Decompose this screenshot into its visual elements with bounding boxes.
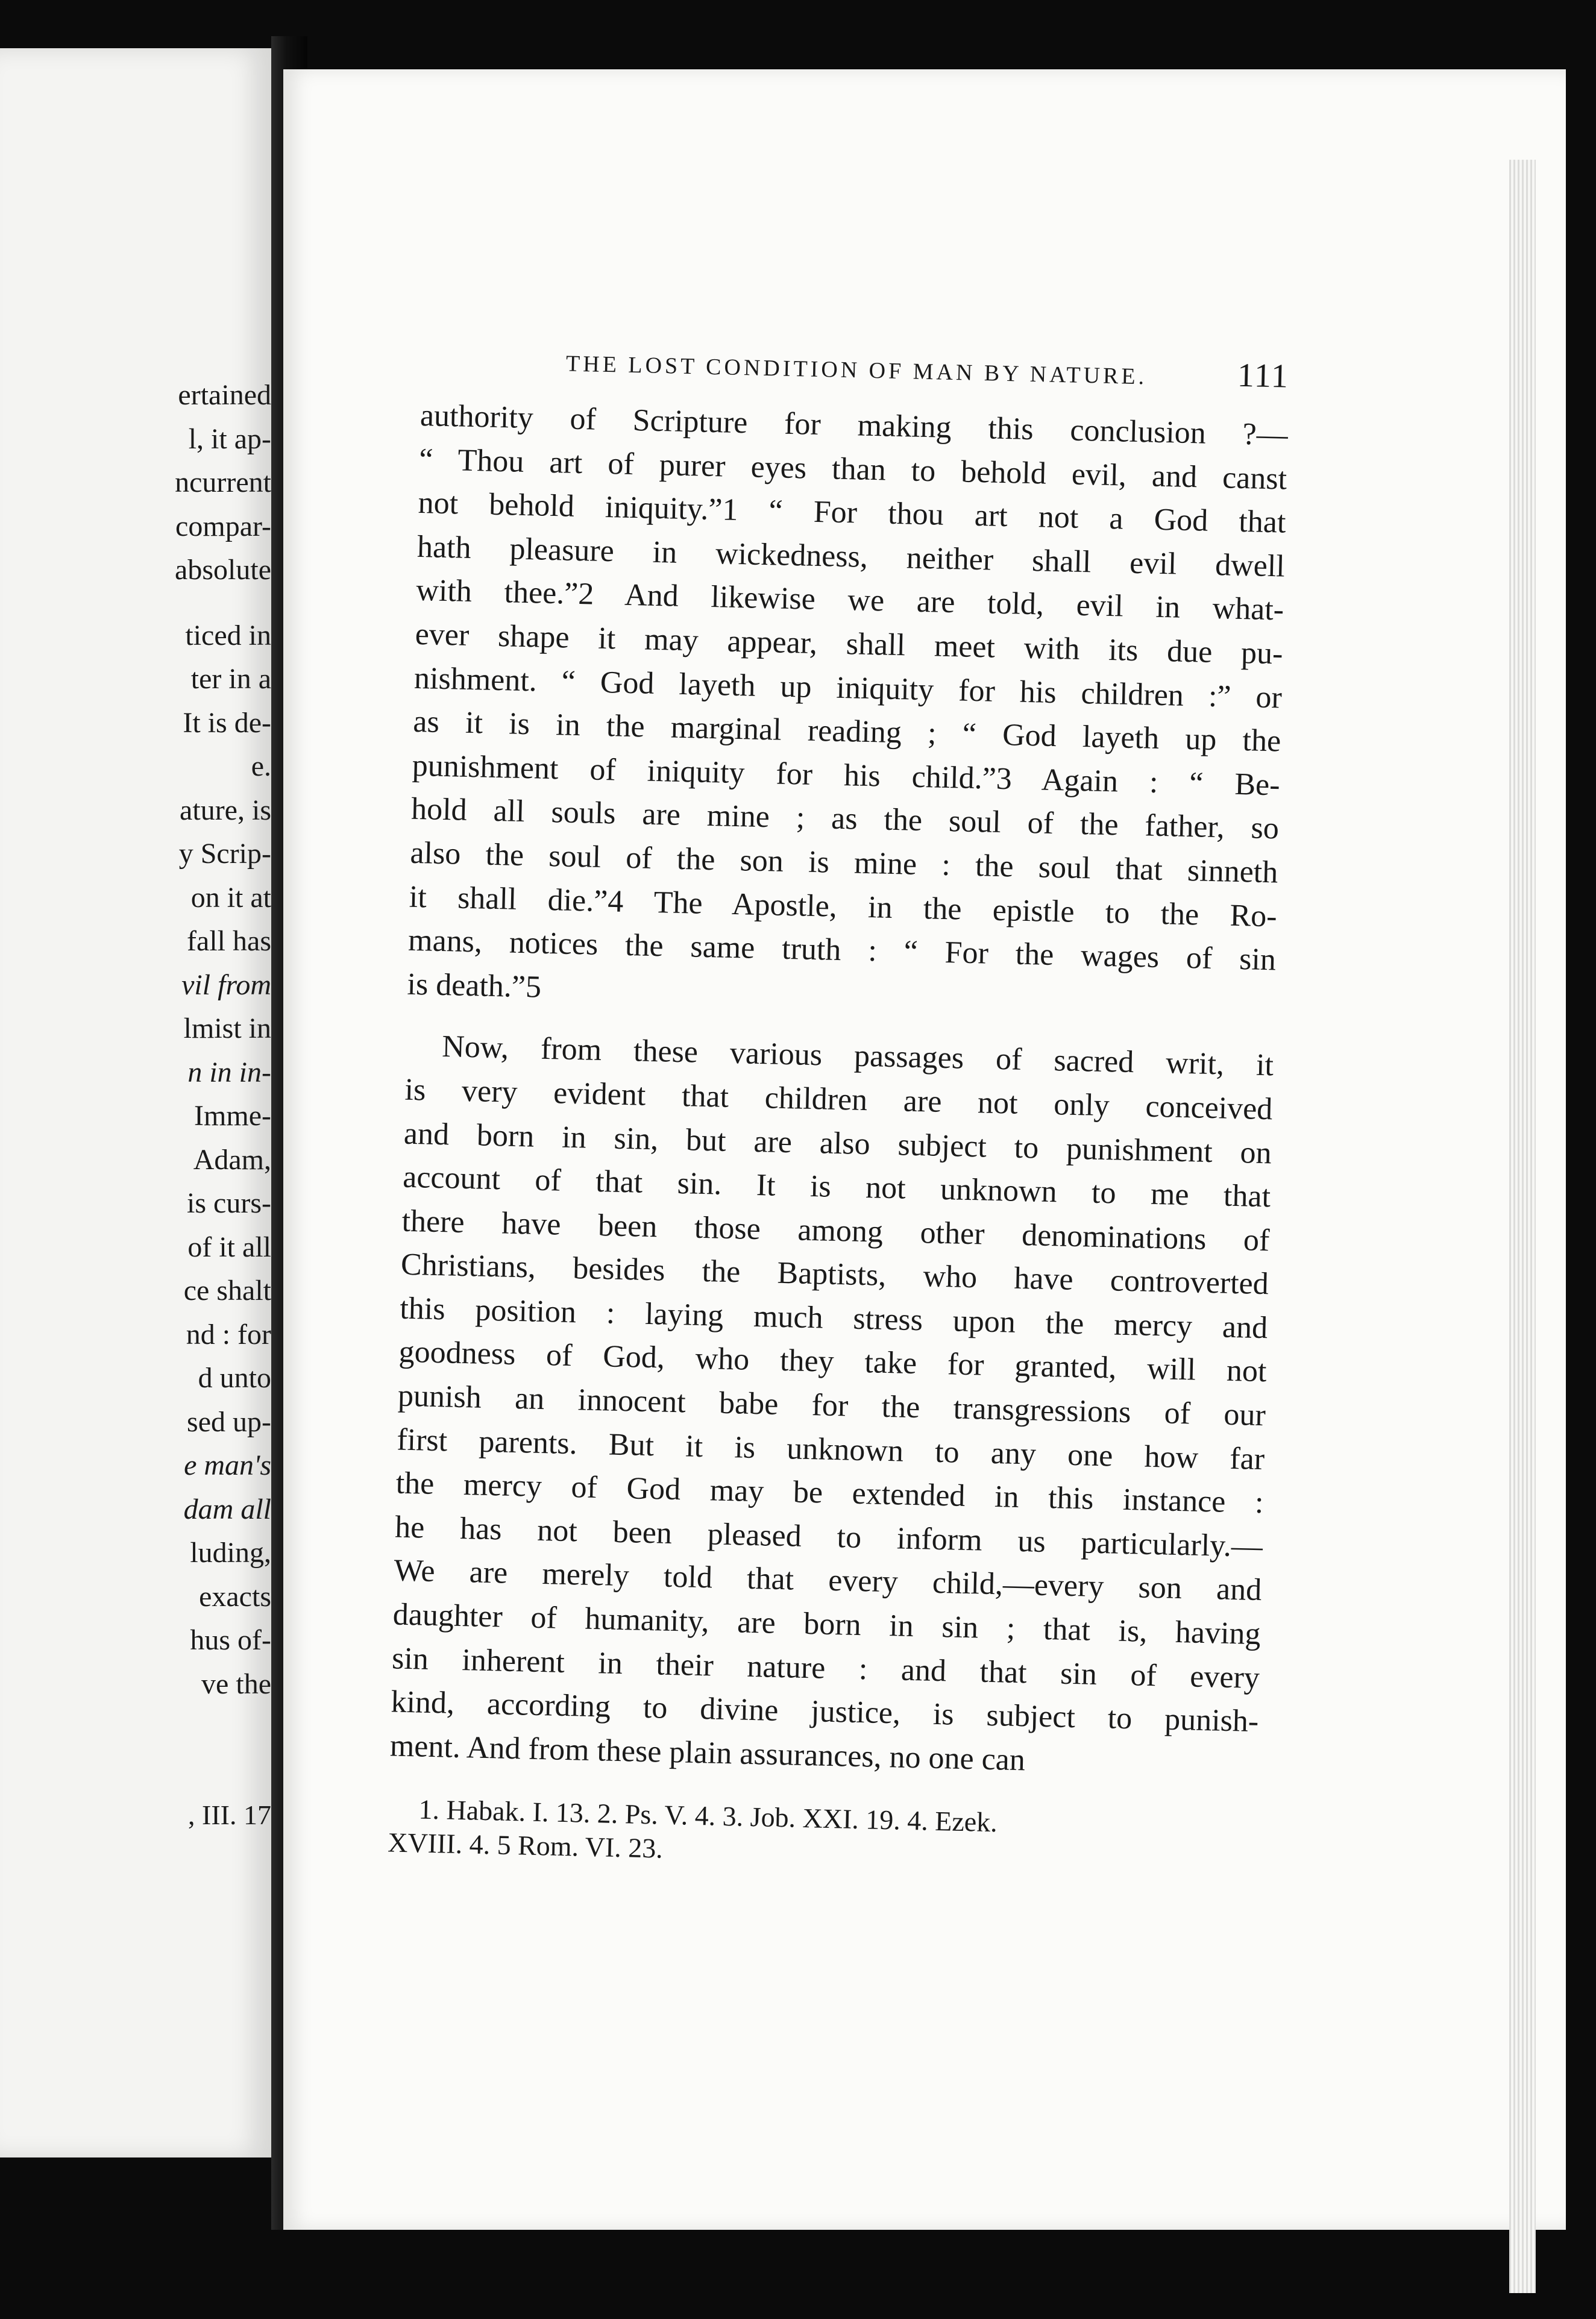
paragraph	[389, 1025, 1274, 1787]
page-edges	[1509, 160, 1536, 2293]
left-page-line: sed up-	[187, 1405, 271, 1438]
text-line: it shall die.”4 The Apostle, in the epistle to the Ro-	[409, 879, 1278, 934]
text-line: is death.”5	[407, 967, 542, 1005]
text-line: sin inherent in their nature : and that sin of every	[391, 1641, 1260, 1695]
text-line: goodness of God, who they take for granted, will not	[398, 1335, 1268, 1389]
text-line: nishment. “ God layeth up iniquity for his children :” or	[413, 661, 1283, 715]
left-page-line: ve the	[201, 1668, 271, 1700]
left-page-line: e man's	[184, 1449, 271, 1481]
text-line: “ Thou art of purer eyes than to behold evil, and canst	[418, 442, 1287, 497]
text-line: is very evident that children are not only conceived	[404, 1072, 1273, 1127]
left-page-line: ature, is	[180, 794, 271, 826]
text-line: account of that sin. It is not unknown to me that	[402, 1160, 1271, 1214]
text-line: mans, notices the same truth : “ For the wages of sin	[407, 923, 1277, 977]
text-line: punish an innocent babe for the transgressions of our	[397, 1378, 1266, 1433]
text-line: and born in sin, but are also subject to punishment on	[403, 1116, 1272, 1170]
text-line: ever shape it may appear, shall meet with its due pu-	[415, 617, 1284, 671]
left-page-line: ter in a	[190, 663, 271, 695]
left-page-line	[12, 592, 271, 614]
text-line: the mercy of God may be extended in this instance :	[395, 1466, 1265, 1520]
left-page-text	[12, 374, 271, 1706]
left-page-line: ncurrent	[175, 466, 271, 498]
left-page-line: compar-	[175, 510, 271, 542]
left-page-line: hus of-	[190, 1624, 271, 1656]
left-page-footnote: , III. 17	[188, 1800, 271, 1830]
left-page-line: e.	[251, 750, 271, 782]
text-line: hold all souls are mine ; as the soul of the father, so	[410, 792, 1280, 846]
text-line: authority of Scripture for making this conclusion ?—	[419, 398, 1289, 453]
left-page-line: nd : for	[186, 1318, 271, 1351]
paragraph	[407, 394, 1289, 1026]
text-line: this position : laying much stress upon the mercy and	[399, 1291, 1268, 1346]
running-head-title: THE LOST CONDITION OF MAN BY NATURE.	[565, 351, 1148, 390]
left-page-line: exacts	[199, 1580, 271, 1613]
left-page-line: lmist in	[183, 1012, 271, 1044]
text-line: We are merely told that every child,—every son and	[393, 1553, 1262, 1608]
text-line: there have been those among other denominations of	[401, 1203, 1271, 1258]
text-line: punishment of iniquity for his child.”3 Again : “ Be-	[412, 748, 1281, 803]
text-line: hath pleasure in wickedness, neither shall evil dwell	[416, 529, 1286, 584]
left-page-line: n in in-	[187, 1056, 271, 1088]
left-page-line: on it at	[190, 881, 271, 914]
left-page-line: l, it ap-	[188, 422, 271, 455]
footnote-line: 1. Habak. I. 13. 2. Ps. V. 4. 3. Job. XXI. 19. 4. Ezek.	[418, 1793, 998, 1838]
text-line: not behold iniquity.”1 “ For thou art not a God that	[418, 486, 1287, 540]
left-page-line: ticed in	[185, 619, 271, 651]
left-page-line: luding,	[190, 1537, 271, 1569]
footnote-line: XVIII. 4. 5 Rom. VI. 23.	[387, 1827, 664, 1865]
right-page-content	[388, 337, 1290, 1879]
left-page-line: ce shalt	[183, 1275, 271, 1307]
text-line: ment. And from these plain assurances, no one can	[389, 1728, 1026, 1778]
left-page-line: is curs-	[187, 1187, 271, 1219]
text-line: he has not been pleased to inform us particularly.—	[394, 1510, 1263, 1564]
text-line: with thee.”2 And likewise we are told, evil in what-	[415, 573, 1284, 627]
left-page-line: of it all	[187, 1231, 271, 1263]
left-page-line: fall has	[187, 925, 271, 957]
left-page-line: Adam,	[193, 1143, 271, 1176]
text-line: kind, according to divine justice, is subject to punish-	[390, 1684, 1259, 1739]
text-line: Christians, besides the Baptists, who have controverted	[400, 1247, 1269, 1302]
left-page-line: vil from	[181, 968, 271, 1001]
text-line: as it is in the marginal reading ; “ God layeth up the	[412, 704, 1281, 759]
left-page-line: y Scrip-	[178, 838, 271, 870]
text-line: daughter of humanity, are born in sin ; that is, having	[392, 1597, 1261, 1652]
left-page	[0, 48, 271, 2157]
body-text	[389, 394, 1288, 1787]
left-page-line: absolute	[175, 554, 271, 586]
text-line: Now, from these various passages of sacred writ, it	[441, 1029, 1274, 1083]
left-page-line: Imme-	[194, 1100, 271, 1132]
left-page-line: d unto	[198, 1362, 271, 1394]
left-page-line: dam all	[183, 1493, 271, 1525]
page-number: 111	[1237, 356, 1290, 395]
left-page-line: ertained	[178, 379, 271, 411]
text-line: also the soul of the son is mine : the soul that sinneth	[409, 835, 1278, 890]
left-page-line: It is de-	[183, 706, 271, 739]
text-line: first parents. But it is unknown to any one how far	[396, 1422, 1265, 1476]
